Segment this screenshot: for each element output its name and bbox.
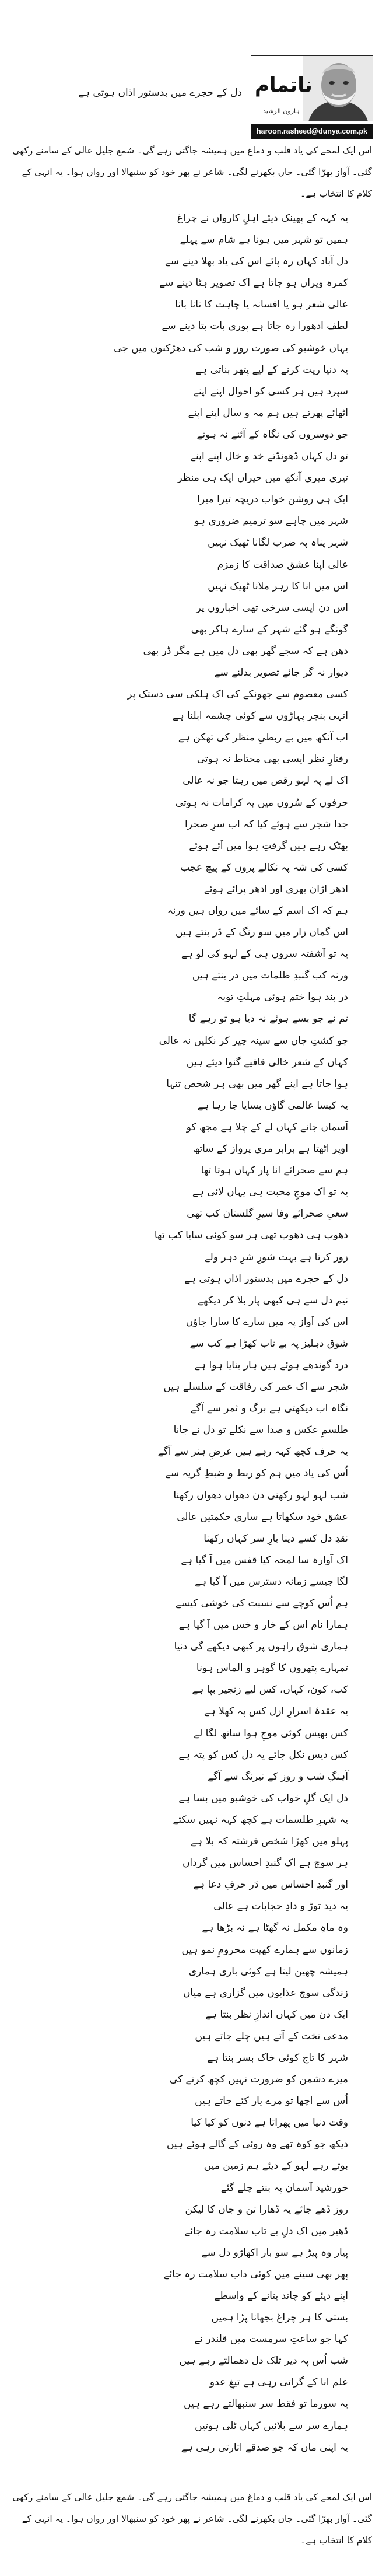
poem-line: علم انا کے گراتی رہی ہے تیغِ عدو — [209, 2376, 348, 2389]
poem-line: در بند ہوا ختم ہوئی مہلتِ توبہ — [217, 991, 348, 1004]
poem-line: اُس کی یاد میں ہم کو ربط و ضبطِ گریہ سے — [165, 1467, 348, 1480]
poem-line: زندگی سوچ عذابوں میں گزاری ہے میاں — [183, 1987, 348, 1999]
poem-line: بوتے رہے لہو کے دیئے ہم زمین میں — [203, 2160, 348, 2172]
poem-line: ہمیشہ چھین لیتا ہے کوئی باری ہماری — [188, 1965, 348, 1977]
poem-line: اس دن ایسی سرخی تھی اخباروں پر — [196, 602, 348, 614]
poem-line: زمانوں سے ہمارے کھیت محرومِ نمو ہیں — [181, 1944, 348, 1956]
poem-line: یہ اپنی ماں کہ جو صدقے اتارتی رہی ہے — [181, 2441, 348, 2453]
poem-line: اس گماں زار میں سو رنگ کے ڈر بنتے ہیں — [175, 927, 348, 939]
poem-line: اٹھائے پھرتے ہیں ہم مہ و سال اپنے اپنے — [188, 407, 348, 419]
poem-line: وہ ماہِ مکمل نہ گھٹا ہے نہ بڑھا ہے — [202, 1922, 348, 1934]
poem-line: سعیِ صحرائے وفا سیرِ گلستان کب تھی — [187, 1208, 348, 1220]
poem-line: اور گنبدِ احساس میں دَر حرفِ دعا ہے — [193, 1879, 348, 1891]
poem-line: انہی بنجر پہاڑوں سے کوئی چشمہ ابلنا ہے — [172, 710, 348, 722]
poem-line: لگا جیسے زمانہ دسترس میں آ گیا ہے — [195, 1575, 348, 1588]
poem-line: اس کی آواز پہ میں سارے کا سارا جاؤں — [185, 1316, 348, 1328]
poem-line: یہ دید توڑ و دادِ حجابات ہے عالی — [213, 1900, 348, 1913]
poem-line: ایک ہی روشن خواب دریچہ تیرا میرا — [197, 494, 348, 506]
poem-line: شہر پناہ پہ ضرب لگانا ٹھیک نہیں — [208, 537, 348, 549]
poem-line: یہ حرف کچھ کہہ رہے ہیں عرضِ ہنر سے آگے — [157, 1446, 348, 1458]
poem-line: تو دل کہاں ڈھونڈتے خد و خال اپنے اپنے — [190, 450, 348, 463]
poem-line: نقدِ دل کسے دینا بارِ سر کہاں رکھنا — [203, 1532, 348, 1544]
poem-line: اس میں انا کا زہر ملانا ٹھیک نہیں — [208, 580, 348, 592]
poem-line: ایک دن میں کہاں اندازِ نظر بنتا ہے — [205, 2008, 348, 2021]
poem-line: دل ایک گلِ خواب کی خوشبو میں بسا ہے — [178, 1792, 348, 1804]
poem-line: میرے دشمن کو ضرورت نہیں کچھ کرنے کی — [169, 2074, 348, 2086]
columnist-byline-box — [251, 55, 373, 139]
poem-line: رفتارِ نظر ایسی بھی محتاط نہ ہوتی — [196, 753, 348, 766]
poem-line: ہم سے صحرائے انا پار کہاں ہوتا تھا — [201, 1165, 348, 1177]
poem-line: کسی معصوم سے جھونکے کی اک ہلکی سی دستک پر — [127, 688, 348, 701]
poem-line: پھر بھی سینے میں کوئی داب سلامت رہ جائے — [163, 2268, 348, 2280]
poem-line: ہمارے سر سے بلائیں کہاں ٹلی ہوتیں — [195, 2420, 348, 2432]
poem-line: تم نے جو بسے ہوئے نہ دیا ہو تو رہے گا — [188, 1013, 348, 1025]
poem-line: آسماں جانے کہاں لے کے چلا ہے مجھ کو — [186, 1121, 348, 1133]
poem-line: سپرد ہیں ہر کسی کو احوال اپنے اپنے — [192, 385, 348, 397]
poem-line: خورشید آسمان پہ بنتے چلے گئے — [220, 2182, 348, 2194]
poem-line: یہ سورما تو فقط سر سنبھالتے رہے ہیں — [184, 2398, 348, 2410]
poem-line: دھن ہے کہ سجے گھر بھی دل میں ہے مگر ڈر بھی — [143, 645, 348, 657]
poem-line: یہاں خوشبو کی صورت روز و شب کی دھڑکنوں میں جی — [114, 342, 348, 354]
poem-line: جو دوسروں کی نگاہ کے آئنے نہ ہوتے — [196, 428, 348, 441]
poem-line: دل کے حجرے میں بدستور اذاں ہوتی ہے — [184, 1273, 348, 1285]
poem-line: اک آوارہ سا لمحہ کیا قفس میں آ گیا ہے — [181, 1554, 348, 1566]
poem-line: دل آباد کہاں رہ پائے اس کی یاد بھلا دینے سے — [164, 256, 348, 268]
poem-line: ہوا جاتا ہے اپنے گھر میں بھی ہر شخص تنہا — [166, 1078, 348, 1090]
poem-line: یہ کہہ کے پھینک دیئے اہلِ کارواں نے چراغ — [177, 212, 348, 224]
poem-line: بستی کا ہر چراغ بجھانا پڑا ہمیں — [211, 2312, 348, 2324]
poem-line: عشق خود سکھاتا ہے ساری حکمتیں عالی — [177, 1511, 348, 1523]
poem-line: ہمارا نام اس کے خار و خس میں آ گیا ہے — [178, 1619, 348, 1631]
poem-line: ادھر اڑان بھری اور ادھر پرائے ہوئے — [203, 883, 348, 895]
poem-line: ہم کہ اک اسم کے سائے میں رواں ہیں ورنہ — [167, 905, 348, 917]
poem-line: اپنے دیئے کو چاند بتانے کے واسطے — [214, 2290, 348, 2302]
poem-line: یہ تو آشفتہ سروں ہی کے لہو کی لو ہے — [181, 948, 348, 960]
poem-line: پیار وہ پیڑ ہے سو بار اکھاڑو دل سے — [201, 2246, 348, 2259]
poem-line: ڈھیر میں اک دلِ بے تاب سلامت رہ جائے — [184, 2225, 348, 2237]
poem-line: یہ کیسا عالمی گاؤں بسایا جا رہا ہے — [197, 1099, 348, 1112]
closing-paragraph: اس ایک لمحے کی یاد قلب و دماغ میں ہمیشہ جاگتی رہے گی۔ شمع جلیل عالی کے سامنے رکھی گئی۔ آواز بھرّا گئی۔ جاں بکھرنے لگی۔ شاعر نے پھر خود کو سنبھالا اور رواں ہوا۔ یہ انہی کے کلام کا انتخاب ہے۔ — [12, 2492, 372, 2546]
poem-line: کسی کی شہ پہ نکالے پروں کے پیچ عجب — [180, 861, 348, 873]
poem-verses — [103, 208, 348, 2459]
author-email[interactable]: haroon.rasheed@dunya.com.pk — [251, 124, 373, 139]
poem-line: کہاں کے شعر خالی قافیے گنوا دیئے ہیں — [186, 1056, 348, 1068]
poem-line: یہ شہرِ طلسمات ہے کچھ کہہ نہیں سکتے — [173, 1813, 348, 1826]
poem-line: آہنگِ شب و روز کے نیرنگ سے آگے — [208, 1770, 348, 1782]
poem-line: کہا جو ساعتِ سرمست میں قلندر نے — [194, 2333, 348, 2346]
column-name-logo: ناتمام — [255, 74, 313, 97]
poem-line: حرفوں کے سُروں میں یہ کرامات نہ ہوتی — [175, 796, 348, 809]
poem-line: زور کرتا ہے بہت شورِ شرِ دہر ولے — [204, 1251, 348, 1263]
poem-line: تیری میری آنکھ میں حیراں ایک ہی منظر — [177, 472, 348, 484]
poem-line: اوپر اٹھتا ہے برابر مری پرواز کے ساتھ — [193, 1143, 348, 1155]
poem-line: شجر سے اک عمر کی رفاقت کے سلسلے ہیں — [163, 1381, 348, 1393]
poem-line: دیکھ جو کوہ تھے وہ روئی کے گالے ہوئے ہیں — [166, 2138, 348, 2151]
poem-line: شب لہو لہو رکھنی دن دھواں دھواں رکھنا — [173, 1489, 348, 1501]
poem-line: شوق دہلیز پہ بے تاب کھڑا ہے کب سے — [190, 1337, 348, 1350]
poem-line: عالی شعر ہو یا افسانہ یا چاہت کا تانا بانا — [175, 299, 348, 311]
poem-line: کس دیس نکل جائے یہ دل کس کو پتہ ہے — [178, 1749, 348, 1761]
poem-line: اب آنکھ میں بے ربطیِ منظر کی تھکن ہے — [178, 732, 348, 744]
poem-line: دھوپ ہی دھوپ تھی ہر سو کوئی سایا کب تھا — [154, 1229, 348, 1242]
poem-line: نگاہ اب دیکھتی ہے برگ و ثمر سے آگے — [190, 1403, 348, 1415]
poem-line: شہر کا تاج کوئی خاک بسر بنتا ہے — [207, 2051, 348, 2064]
poem-line: روز ڈھے جائے یہ ڈھارا تن و جاں کا لیکن — [185, 2203, 348, 2215]
poem-line: بھٹک رہے ہیں گرفتِ ہوا میں آئے ہوئے — [189, 840, 348, 852]
poem-line: شہر میں چاہے سو ترمیم ضروری ہو — [194, 515, 348, 527]
poem-line: مدعی تخت کے آتے ہیں چلے جاتے ہیں — [195, 2030, 348, 2042]
poem-line: نیم دل سے ہی کبھی پار بلا کر دیکھے — [198, 1294, 348, 1306]
poem-line: وقت دنیا میں پھراتا ہے دنوں کو کیا کیا — [191, 2117, 348, 2129]
poem-line: جدا شجر سے ہوئے کیا کہ اب سرِ صحرا — [185, 818, 348, 830]
poem-line: اک لے پہ لہو رقص میں رہتا جو نہ عالی — [183, 775, 348, 787]
poem-line: لطف ادھورا رہ جاتا ہے پوری بات بتا دینے سے — [162, 320, 348, 333]
poem-line: تمہارے پتھروں کا گوہر و الماس ہونا — [196, 1662, 348, 1675]
poem-line: ہمیں تو شہر میں ہونا ہے شام سے پہلے — [180, 234, 348, 246]
poem-line: کس بھیس کوئی موجِ ہوا ساتھ لگا لے — [194, 1727, 348, 1739]
poem-line: پہلو میں کھڑا شخص فرشتہ کہ بلا ہے — [191, 1836, 348, 1848]
poem-line: عالی اپنا عشق صداقت کا زمزم — [217, 558, 348, 571]
poem-line: یہ تو اک موجِ محبت ہی یہاں لائی ہے — [192, 1186, 348, 1198]
poem-line: کب، کون، کہاں، کس لیے زنجیر بپا ہے — [192, 1684, 348, 1696]
article-title: دل کے حجرے میں بدستور اذاں ہوتی ہے — [78, 87, 242, 99]
poem-line: کمرہ ویراں ہو جاتا ہے اک تصویر ہٹا دینے سے — [159, 277, 348, 289]
poem-line: جو کشتِ جاں سے سینہ چیر کر نکلیں نہ عالی — [159, 1034, 348, 1047]
poem-line: درد گوندھے ہوئے ہیں ہار بنایا ہوا ہے — [194, 1359, 348, 1371]
poem-line: یہ دنیا ریت کرنے کے لیے پتھر بناتی ہے — [195, 363, 348, 376]
poem-line: یہ عقدۂ اسرارِ ازل کس پہ کھلا ہے — [203, 1705, 348, 1718]
poem-line: اُس سے اچھا تو مرے یار کئے جاتے ہیں — [195, 2095, 348, 2107]
poem-line: ہم اُس کوچے سے نسبت کی خوشی کیسے — [175, 1598, 348, 1609]
poem-line: ہر سوچ ہے اک گنبدِ احساس میں گرداں — [182, 1857, 348, 1869]
poem-line: دیوار نہ گر جائے تصویر بدلنے سے — [214, 666, 348, 679]
intro-paragraph: اس ایک لمحے کی یاد قلب و دماغ میں ہمیشہ جاگتی رہے گی۔ شمع جلیل عالی کے سامنے رکھی گئی۔ آواز بھرّا گئی۔ جاں بکھرنے لگی۔ شاعر نے پھر خود کو سنبھالا اور رواں ہوا۔ یہ انہی کے کلام کا انتخاب ہے۔ — [12, 145, 372, 199]
poem-line: طلسمِ عکس و صدا سے نکلے تو دل نے جانا — [173, 1424, 348, 1436]
poem-line: گونگے ہو گئے شہر کے سارے ہاکر بھی — [191, 623, 348, 635]
author-name: ہارون الرشید — [263, 107, 300, 115]
poem-line: شب اُس پہ دیر تلک دل دھمالتے رہے ہیں — [179, 2355, 348, 2367]
poem-line: ہماری شوق راہوں پر کبھی دیکھے گی دنیا — [174, 1641, 348, 1653]
columnist-photo — [303, 56, 373, 121]
poem-line: ورنہ کب گنبدِ ظلمات میں در بنتے ہیں — [192, 970, 348, 982]
